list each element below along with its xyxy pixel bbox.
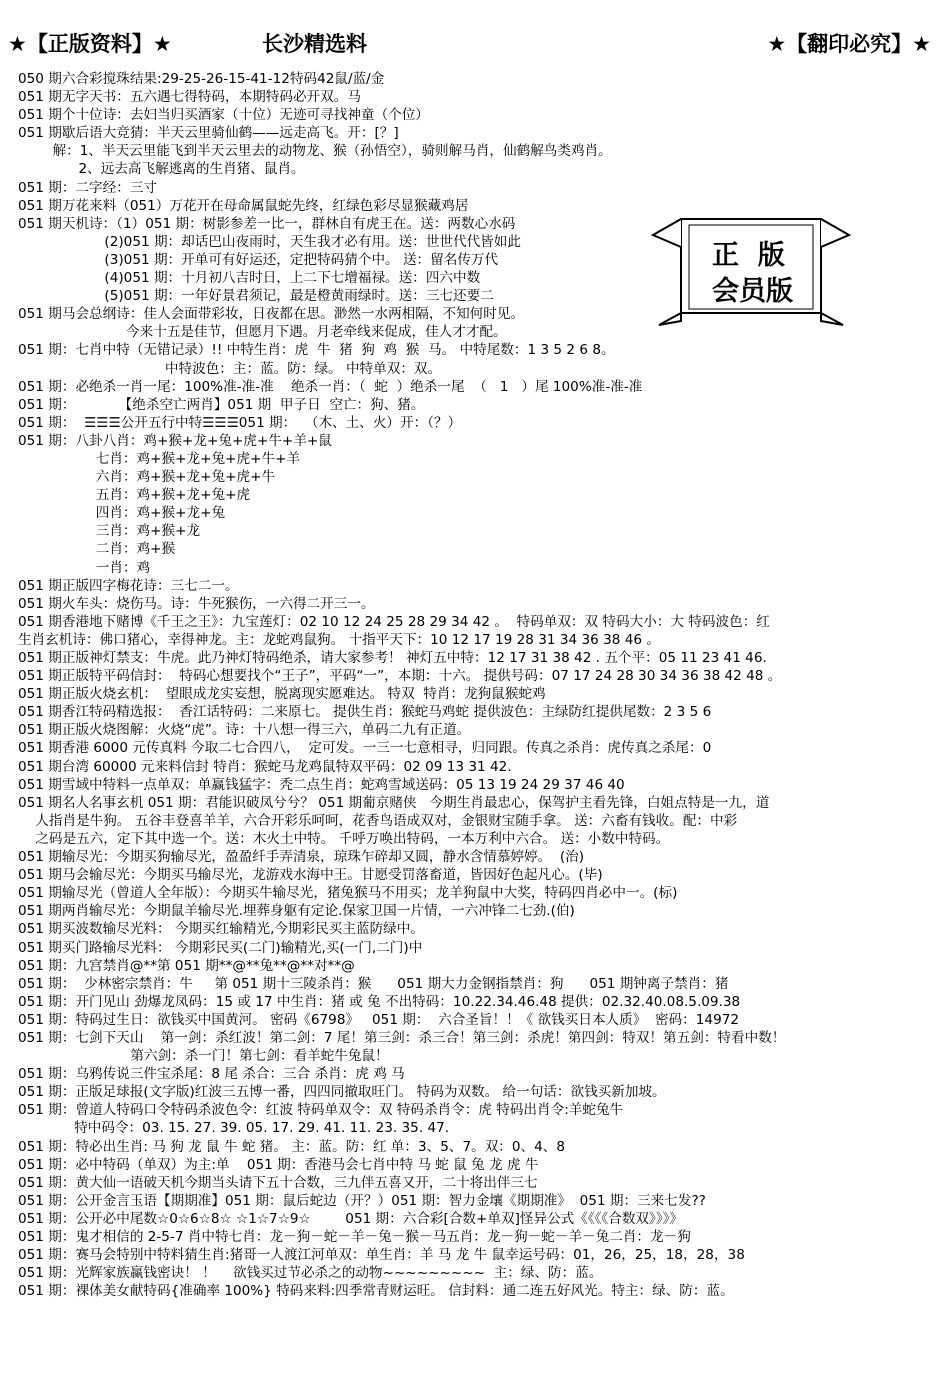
text-line: 051 期：八卦八肖：鸡+猴+龙+兔+虎+牛+羊+鼠	[18, 432, 332, 449]
text-line: 三肖：鸡+猴+龙	[18, 523, 201, 540]
text-line: 051 期：七剑下天山 第一剑：杀红波！第二剑：7 尾！第三剑：杀三合！第三剑：杀虎！第四剑：特双！第五剑：特看中数！	[18, 1029, 786, 1046]
text-line: 051 期正版四字梅花诗：三七二一。	[18, 577, 239, 594]
text-line: 051 期：正版足球报(文字版)红波三五博一番，四四同撤取旺门。 特码为双数。 给一句话：欲钱买新加坡。	[18, 1084, 666, 1101]
text-line: 051 期正版特平码信封： 特码心想要找个“王子”，平码“一”，本期：十六。 提供号码：07 17 24 28 30 34 36 38 42 48 。	[18, 668, 782, 685]
text-line: 051 期马会总纲诗：佳人会面带彩妆，日夜都在思。渺然一水两相隔，不知何时见。	[18, 306, 525, 323]
text-line: 051 期无字天书：五六遇七得特码，本期特码必开双。马	[18, 89, 361, 106]
text-line: 今来十五是佳节，但愿月下遇。月老牵线来促成，佳人才才配。	[18, 324, 507, 341]
header-left-tag: ★【正版资料】★	[8, 32, 172, 56]
text-line: 051 期香港地下赌博《千王之王》：九宝莲灯：02 10 12 24 25 28 29 34 42 。 特码单双：双 特码大小：大 特码波色：红	[18, 613, 770, 630]
text-line: 051 期：特码过生日：欲钱买中国黄河。 密码《6798》 051 期： 六合圣旨！！《 欲钱买日本人质》 密码：14972	[18, 1011, 740, 1028]
text-line: 051 期：九宫禁肖@**第 051 期**@**兔**@**对**@	[18, 957, 355, 974]
text-line: 051 期两肖输尽光：今期鼠羊输尽光.埋葬身躯有定论.保家卫国一片情，一六冲锋二七劲.(伯)	[18, 903, 575, 920]
text-line: 051 期天机诗：（1）051 期：树影参差一比一，群林自有虎王在。送：两数心水码	[18, 215, 516, 232]
text-line: 051 期正版火烧玄机： 望眼成龙实妄想，脱离现实愿难达。 特双 特肖：龙狗鼠猴蛇鸡	[18, 686, 546, 703]
text-line: 051 期雪域中特料一点单双：单赢钱猛字：秃二点生肖：蛇鸡雪域送码：05 13 19 24 29 37 46 40	[18, 776, 625, 793]
text-line: 人指肖是牛狗。 五谷丰登喜羊羊，六合开彩乐呵呵，花香鸟语成双对，金银财宝随手拿。 送：六畜有钱收。配：中彩	[18, 812, 738, 829]
text-line: 051 期买门路输尽光料： 今期彩民买(二门)输精光,买(一门,二门)中	[18, 939, 423, 956]
text-line: 051 期：裸体美女献特码{准确率 100%} 特码来料:四季常青财运旺。 信封料：通二连五好风光。特主：绿、防：蓝。	[18, 1283, 734, 1300]
text-line: 中特波色：主：蓝。防：绿。 中特单双：双。	[18, 360, 442, 377]
text-line: 五肖：鸡+猴+龙+兔+虎	[18, 487, 251, 504]
text-line: 051 期台湾 60000 元来料信封 特肖：猴蛇马龙鸡鼠特双平码：02 09 13 31 42.	[18, 758, 512, 775]
text-line: (5)051 期：一年好景君须记，最是橙黄雨绿时。送：三七还要二	[18, 288, 494, 305]
text-line: 051 期输尽光：今期买狗输尽光，盈盈纤手弄清泉，琼珠乍碎却又圆，静水含情慕婷婷。 (治)	[18, 849, 585, 866]
text-line: 第六剑：杀一门！第七剑：看羊蛇牛兔鼠！	[18, 1048, 389, 1065]
text-line: 051 期：必绝杀一肖一尾：100%准-准-准 绝杀一肖：（ 蛇 ）绝杀一尾 （ 1 ）尾 100%准-准-准	[18, 378, 643, 395]
text-line: 051 期输尽光（曾道人全年版）：今期买牛输尽光，猪兔猴马不用买；龙羊狗鼠中大奖，特码四肖必中一。(标)	[18, 885, 678, 902]
text-line: 051 期个十位诗：去妇当归买酒家（十位）无迹可寻找神童（个位）	[18, 107, 429, 124]
text-line: 051 期：光辉家族赢钱密诀！ ！ 欲钱买过节必杀之的动物~~~~~~~~~ 主：绿、防：蓝。	[18, 1265, 603, 1282]
badge-line-2: 会员版	[712, 276, 793, 307]
text-line: 050 期六合彩搅珠结果:29-25-26-15-41-12特码42鼠/蓝/金	[18, 71, 385, 87]
text-line: 051 期买波数输尽光料： 今期买红输精光,今期彩民买主蓝防绿中。	[18, 921, 424, 938]
text-line: 051 期歇后语大竞猜：半天云里骑仙鹤——远走高飞。开：[？]	[18, 125, 399, 142]
text-line: 051 期：曾道人特码口令特码杀波色令：红波 特码单双令：双 特码杀肖令：虎 特码出肖令:羊蛇兔牛	[18, 1102, 624, 1119]
text-line: 051 期： ☰☰☰公开五行中特☰☰☰051 期： （木、土、火）开：（？）	[18, 414, 462, 431]
badge-line-1: 正 版	[712, 240, 785, 271]
text-line: 051 期：赛马会特别中特料猜生肖:猪哥一人渡江河单双：单生肖：羊 马 龙 牛 鼠幸运号码：01，26，25，18，28，38	[18, 1247, 745, 1264]
text-line: 051 期：特必出生肖: 马 狗 龙 鼠 牛 蛇 猪。 主：蓝。防：红 单：3、5、7。双：0、4、8	[18, 1138, 566, 1155]
text-line: 051 期马会输尽光：今期买马输尽光，龙游戏水海中王。甘愿受罚落畜道，皆因好色起凡心。(毕)	[18, 867, 603, 884]
text-line: 051 期：乌鸦传说三件宝杀尾：8 尾 杀合：三合 杀肖：虎 鸡 马	[18, 1066, 405, 1083]
text-line: 051 期香港 6000 元传真料 今取二七合四八， 定可发。一三一七意相寻，归同跟。传真之杀肖：虎传真之杀尾：0	[18, 740, 712, 757]
text-line: 一肖：鸡	[18, 559, 151, 576]
text-line: 2、远去高飞解逃离的生肖猪、鼠肖。	[18, 161, 305, 178]
text-line: 051 期万花来料（051）万花开在母命属鼠蛇先终，红绿色彩尽显猴藏鸡居	[18, 197, 469, 214]
text-line: 051 期：七肖中特（无错记录）!! 中特生肖：虎 牛 猪 狗 鸡 猴 马。 中特尾数：1 3 5 2 6 8。	[18, 342, 615, 359]
text-line: 六肖：鸡+猴+龙+兔+虎+牛	[18, 469, 276, 486]
text-line: 051 期： 【绝杀空亡两肖】051 期 甲子日 空亡：狗、猪。	[18, 396, 425, 413]
text-line: 051 期：开门见山 劲爆龙凤码：15 或 17 中生肖：猪 或 兔 不出特码：10.22.34.46.48 提供：02.32.40.08.5.09.38	[18, 993, 741, 1010]
text-line: 七肖：鸡+猴+龙+兔+虎+牛+羊	[18, 450, 301, 467]
text-line: 解：1、半天云里能飞到半天云里去的动物龙、猴（孙悟空），骑则解马肖，仙鹤解鸟类鸡肖。	[18, 143, 612, 160]
text-line: 051 期：二字经：三寸	[18, 179, 158, 196]
text-line: (4)051 期：十月初八吉时日，上二下七增福禄。送：四六中数	[18, 270, 481, 287]
text-line: (2)051 期：却话巴山夜雨时，天生我才必有用。送：世世代代皆如此	[18, 233, 521, 250]
text-line: 051 期：公开金言玉语【期期准】051 期：鼠后蛇边（开？）051 期：智力金壤《期期准》 051 期：三来七发??	[18, 1192, 706, 1209]
text-line: 二肖：鸡+猴	[18, 541, 176, 558]
page-title: 长沙精选料	[262, 32, 367, 56]
header-right-tag: ★【翻印必究】★	[767, 32, 931, 56]
text-line: 051 期： 少林密宗禁肖：牛 第 051 期十三陵杀肖：猴 051 期大力金钢指禁肖：狗 051 期钟离子禁肖：猪	[18, 975, 729, 992]
page-header	[0, 0, 943, 62]
text-line: (3)051 期：开单可有好运还，定把特码猜个中。 送：留名传万代	[18, 251, 499, 268]
text-line: 051 期：公开必中尾数☆0☆6☆8☆ ☆1☆7☆9☆ 051 期：六合彩[合数+单双]怪异公式《《《《合数双》》》》	[18, 1210, 684, 1227]
document-body	[18, 70, 926, 1300]
text-line: 051 期香江特码精选报： 香江话特码：二来原七。 提供生肖：猴蛇马鸡蛇 提供波色：主绿防红提供尾数：2 3 5 6	[18, 704, 712, 721]
text-line: 051 期名人名事玄机 051 期：君能识破凤兮兮？ 051 期葡京赌侠 今期生肖最忠心，保驾护主看先锋，白姐点特是一九，道	[18, 794, 770, 811]
text-line: 特中码令：03. 15. 27. 39. 05. 17. 29. 41. 11. 23. 35. 47.	[18, 1120, 450, 1137]
text-line: 051 期：黄大仙一语破天机今期当头请下五十合数，三九伴五喜又开，二十将出伴三七	[18, 1174, 538, 1191]
text-line: 051 期正版神灯禁支：牛虎。此乃神灯特码绝杀，请大家参考！ 神灯五中特：12 17 31 38 42 . 五个平：05 11 23 41 46.	[18, 650, 767, 666]
text-line: 四肖：鸡+猴+龙+兔	[18, 505, 226, 522]
text-line: 051 期：必中特码（单双）为主:单 051 期：香港马会七肖中特 马 蛇 鼠 兔 龙 虎 牛	[18, 1156, 539, 1173]
text-line: 之码是五六，定下其中选一个。送：木火土中特。 千呼万唤出特码，一本万利中六合。 送：小数中特码。	[18, 830, 670, 847]
text-line: 051 期火车头：烧伤马。诗：牛死猴伤，一六得二开三一。	[18, 595, 375, 612]
text-line: 051 期正版火烧图解：火烧“虎”。诗：十八想一得三六，单码二九有正道。	[18, 722, 471, 739]
text-line: 051 期：鬼才相信的 2-5-7 肖中特七肖：龙－狗－蛇－羊－兔－猴－马五肖：龙－狗－蛇－羊－兔二肖：龙－狗	[18, 1229, 691, 1245]
text-line: 生肖玄机诗：佛口猪心，幸得神龙。主：龙蛇鸡鼠狗。 十指平天下：10 12 17 19 28 31 34 36 38 46 。	[18, 631, 660, 648]
